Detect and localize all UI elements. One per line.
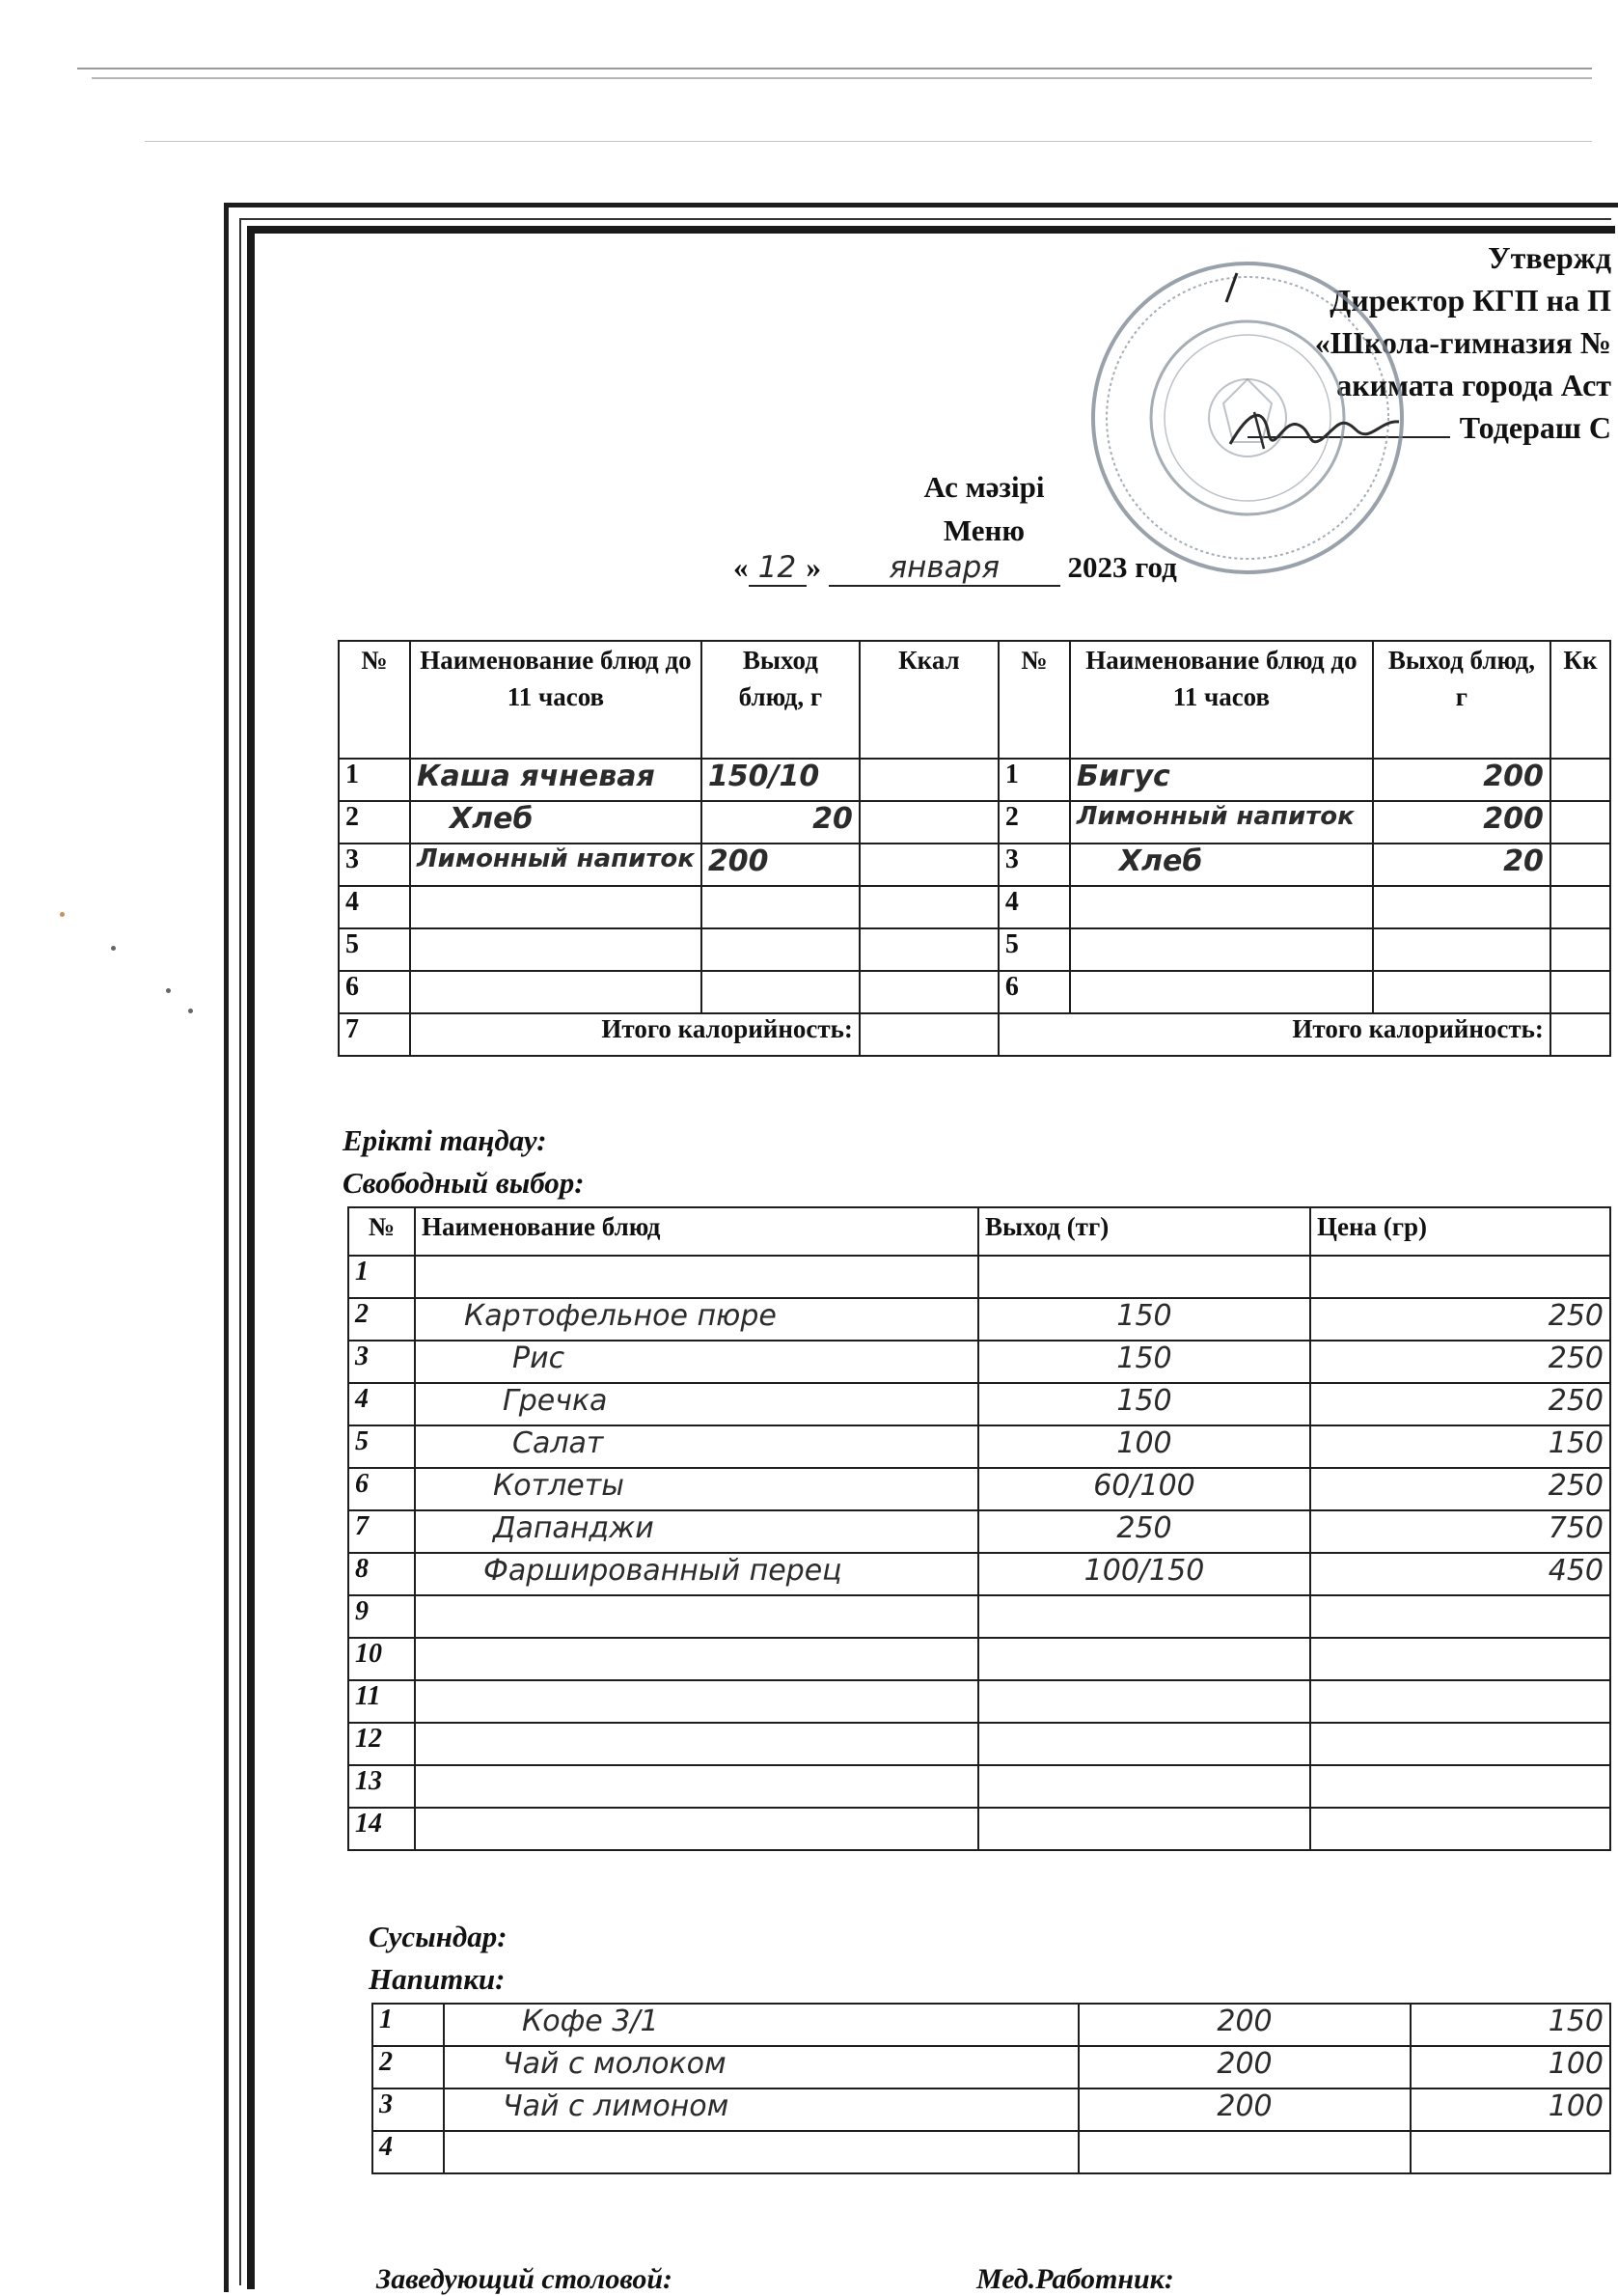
dish-kcal [860,801,999,844]
approval-line-3: «Школа-гимназия № [1314,325,1611,360]
col-header: Наименование блюд до 11 часов [410,641,701,759]
dish-name [1070,928,1373,971]
dish-kcal [860,886,999,928]
dish-name [415,1256,978,1298]
row-number: 8 [348,1553,415,1595]
col-header: Наименование блюд до 11 часов [1070,641,1373,759]
dish-name: Котлеты [415,1468,978,1510]
row-number: 5 [348,1425,415,1468]
dish-name: Гречка [415,1383,978,1425]
drinks-label-kz: Сусындар: [369,1920,507,1953]
dish-output: 150 [978,1383,1310,1425]
dish-output [701,971,860,1013]
approval-line-5: Тодераш С [1187,406,1611,449]
row-number: 13 [348,1765,415,1808]
total-value-left [860,1013,999,1056]
dish-kcal [1550,801,1610,844]
total-label-left: Итого калорийность: [410,1013,860,1056]
dish-output [978,1256,1310,1298]
dish-output [978,1765,1310,1808]
free-choice-table [347,1206,1611,1851]
row-number: 2 [348,1298,415,1341]
dish-output: 20 [701,801,860,844]
dish-name: Хлеб [1070,844,1373,886]
dish-kcal [860,759,999,801]
row-number: 1 [348,1256,415,1298]
row-number: 2 [999,801,1070,844]
dish-name: Салат [415,1425,978,1468]
table-row [348,1553,1610,1595]
row-number: 3 [372,2089,444,2131]
dish-output [978,1638,1310,1680]
dish-output: 60/100 [978,1468,1310,1510]
dish-price: 250 [1310,1468,1610,1510]
director-signature [1225,401,1409,458]
col-header: Выход (тг) [978,1207,1310,1256]
table-row [348,1256,1610,1298]
row-number: 9 [348,1595,415,1638]
free-choice-label-ru: Свободный выбор: [343,1166,585,1200]
dish-price: 250 [1310,1383,1610,1425]
drink-output: 200 [1079,2046,1411,2089]
row-number: 4 [999,886,1070,928]
dish-output: 20 [1373,844,1550,886]
menu-table [338,640,1611,1057]
dish-output: 100 [978,1425,1310,1468]
dish-name [415,1638,978,1680]
table-row [372,2131,1610,2173]
dish-output: 150 [978,1341,1310,1383]
col-header: Кк [1550,641,1610,759]
dish-kcal [860,844,999,886]
dish-output: 200 [701,844,860,886]
dish-name: Хлеб [410,801,701,844]
dish-output [1373,886,1550,928]
dish-kcal [1550,971,1610,1013]
dish-name [410,971,701,1013]
table-row [348,1298,1610,1341]
drink-output: 200 [1079,2089,1411,2131]
row-number: 2 [372,2046,444,2089]
dish-name [415,1723,978,1765]
dish-output: 150/10 [701,759,860,801]
col-header: Цена (гр) [1310,1207,1610,1256]
speck [60,912,65,917]
table-row [372,2004,1610,2046]
table-row [348,1680,1610,1723]
dish-price: 250 [1310,1298,1610,1341]
table-row [372,2046,1610,2089]
drink-name [444,2131,1079,2173]
drink-name: Чай с молоком [444,2046,1079,2089]
dish-output [978,1723,1310,1765]
dish-output: 150 [978,1298,1310,1341]
dish-output [1373,971,1550,1013]
row-number: 3 [999,844,1070,886]
row-number: 10 [348,1638,415,1680]
approval-line-1: Утвержд [1488,240,1611,275]
total-label-right: Итого калорийность: [999,1013,1550,1056]
dish-price [1310,1595,1610,1638]
col-header: Выход блюд, г [1373,641,1550,759]
dish-name [1070,971,1373,1013]
row-number: 3 [339,844,410,886]
free-choice-label-kz: Ерікті таңдау: [343,1123,547,1157]
dish-name [410,928,701,971]
row-number: 1 [999,759,1070,801]
dish-name: Каша ячневая [410,759,701,801]
drinks-label-ru: Напитки: [369,1962,506,1996]
total-row [339,1013,1610,1056]
dish-output [1373,928,1550,971]
title-kz: Ас мәзірі [923,470,1045,504]
dish-output [701,886,860,928]
dish-price: 750 [1310,1510,1610,1553]
dish-price [1310,1808,1610,1850]
speck [188,1009,193,1013]
dish-output: 100/150 [978,1553,1310,1595]
row-number: 6 [339,971,410,1013]
menu-date: « 12 » января 2023 год [733,550,1177,585]
row-number: 14 [348,1808,415,1850]
dish-kcal [860,971,999,1013]
table-row [348,1808,1610,1850]
drink-name: Кофе 3/1 [444,2004,1079,2046]
dish-price [1310,1256,1610,1298]
scan-line-top-2 [92,77,1592,79]
approval-line-2: Директор КГП на П [1330,283,1611,318]
drink-price [1411,2131,1610,2173]
dish-price [1310,1723,1610,1765]
table-row [339,886,1610,928]
dish-kcal [1550,759,1610,801]
medical-worker-label: Мед.Работник: [976,2263,1174,2295]
dish-price: 150 [1310,1425,1610,1468]
dish-output: 200 [1373,801,1550,844]
dish-price: 250 [1310,1341,1610,1383]
scan-line-top-3 [145,141,1592,142]
title-ru: Меню [943,513,1026,547]
table-row [348,1595,1610,1638]
table-row [339,801,1610,844]
free-choice-label [343,1120,585,1204]
dish-kcal [1550,886,1610,928]
table-row [339,759,1610,801]
row-number: 1 [372,2004,444,2046]
dish-name [1070,886,1373,928]
dish-output: 250 [978,1510,1310,1553]
dish-output [978,1680,1310,1723]
date-year: 2023 год [1067,550,1177,584]
dish-price: 450 [1310,1553,1610,1595]
row-number: 5 [339,928,410,971]
menu-title [810,465,1158,552]
dish-name: Картофельное пюре [415,1298,978,1341]
drink-price: 100 [1411,2089,1610,2131]
dish-name [410,886,701,928]
dish-name: Лимонный напиток [410,844,701,886]
table-row [348,1468,1610,1510]
col-header: № [339,641,410,759]
speck [166,988,171,993]
drink-price: 100 [1411,2046,1610,2089]
dish-kcal [1550,928,1610,971]
dish-output [978,1808,1310,1850]
col-header: Наименование блюд [415,1207,978,1256]
dish-name [415,1680,978,1723]
dish-name [415,1808,978,1850]
row-number: 12 [348,1723,415,1765]
row-number: 6 [999,971,1070,1013]
row-number: 3 [348,1341,415,1383]
dish-price [1310,1638,1610,1680]
table-row [372,2089,1610,2131]
speck [111,946,116,951]
drink-output: 200 [1079,2004,1411,2046]
signatures-footer [376,2263,1174,2296]
table-row [339,971,1610,1013]
table-row [339,844,1610,886]
dish-name: Бигус [1070,759,1373,801]
dish-kcal [860,928,999,971]
table-row [339,928,1610,971]
dish-name: Фаршированный перец [415,1553,978,1595]
table-row [348,1383,1610,1425]
drinks-table [371,2003,1611,2174]
drink-price: 150 [1411,2004,1610,2046]
dish-name: Рис [415,1341,978,1383]
dish-output: 200 [1373,759,1550,801]
approval-line-4: акимата города Аст [1336,368,1611,402]
dish-output [701,928,860,971]
dish-output [978,1595,1310,1638]
table-row [348,1510,1610,1553]
row-number: 2 [339,801,410,844]
row-number: 7 [339,1013,410,1056]
row-number: 5 [999,928,1070,971]
col-header: Ккал [860,641,999,759]
dish-name [415,1765,978,1808]
col-header: Выход блюд, г [701,641,860,759]
row-number: 6 [348,1468,415,1510]
row-number: 7 [348,1510,415,1553]
table-row [348,1765,1610,1808]
head-of-canteen-label: Заведующий столовой: [376,2263,673,2295]
drink-name: Чай с лимоном [444,2089,1079,2131]
row-number: 4 [348,1383,415,1425]
dish-name: Дапанджи [415,1510,978,1553]
dish-price [1310,1765,1610,1808]
table-row [348,1425,1610,1468]
dish-name: Лимонный напиток [1070,801,1373,844]
date-day: 12 [749,550,807,587]
dish-name [415,1595,978,1638]
total-value-right [1550,1013,1610,1056]
col-header: № [999,641,1070,759]
table-row [348,1341,1610,1383]
table-row [348,1638,1610,1680]
table-row [348,1723,1610,1765]
row-number: 4 [339,886,410,928]
row-number: 11 [348,1680,415,1723]
dish-kcal [1550,844,1610,886]
drinks-label [369,1916,507,2001]
date-month: января [829,550,1060,587]
scan-line-top-1 [77,68,1592,69]
row-number: 4 [372,2131,444,2173]
dish-price [1310,1680,1610,1723]
row-number: 1 [339,759,410,801]
drink-output [1079,2131,1411,2173]
col-header: № [348,1207,415,1256]
